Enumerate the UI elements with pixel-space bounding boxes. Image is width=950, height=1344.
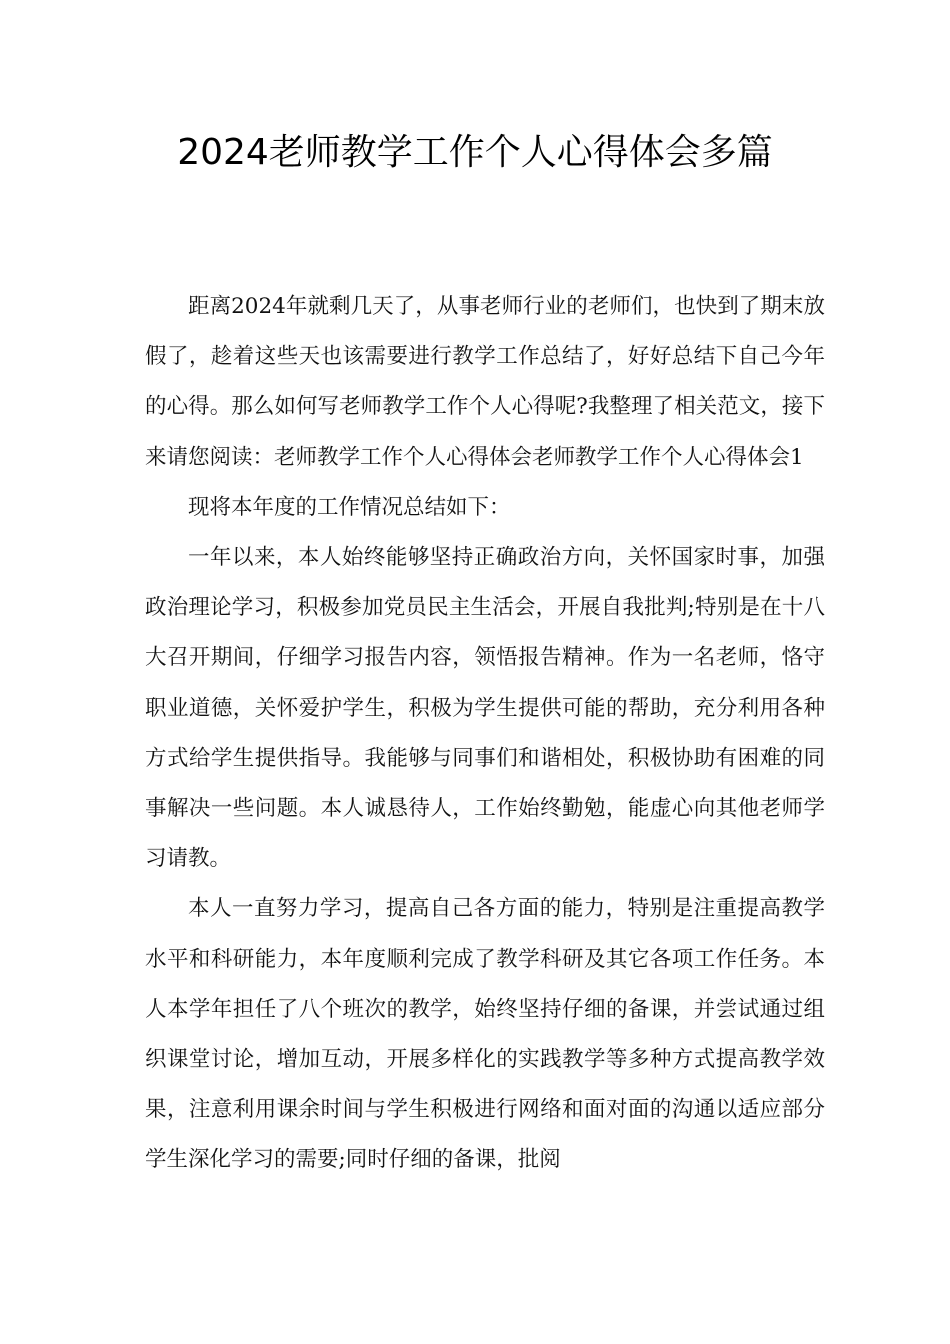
paragraph-political: 一年以来，本人始终能够坚持正确政治方向，关怀国家时事，加强政治理论学习，积极参加党员民主生活会，开展自我批判;特别是在十八大召开期间，仔细学习报告内容，领悟报告精神。作为一名老师，恪守职业道德，关怀爱护学生，积极为学生提供可能的帮助，充分利用各种方式给学生提供指导。我能够与同事们和谐相处，积极协助有困难的同事解决一些问题。本人诚恳待人，工作始终勤勉，能虚心向其他老师学习请教。	[145, 545, 825, 872]
paragraph-summary-lead: 现将本年度的工作情况总结如下：	[188, 494, 511, 520]
document-title: 2024老师教学工作个人心得体会多篇	[177, 132, 773, 173]
paragraph-intro: 距离2024年就剩几天了，从事老师行业的老师们，也快到了期末放假了，趁着这些天也该需要进行教学工作总结了，好好总结下自己今年的心得。那么如何写老师教学工作个人心得呢?我整理了相关范文，接下来请您阅读：老师教学工作个人心得体会老师教学工作个人心得体会1	[145, 294, 825, 470]
document-body	[145, 282, 825, 1186]
paragraph-teaching: 本人一直努力学习，提高自己各方面的能力，特别是注重提高教学水平和科研能力，本年度顺利完成了教学科研及其它各项工作任务。本人本学年担任了八个班次的教学，始终坚持仔细的备课，并尝试通过组织课堂讨论，增加互动，开展多样化的实践教学等多种方式提高教学效果，注意利用课余时间与学生积极进行网络和面对面的沟通以适应部分学生深化学习的需要;同时仔细的备课，批阅	[145, 896, 825, 1173]
